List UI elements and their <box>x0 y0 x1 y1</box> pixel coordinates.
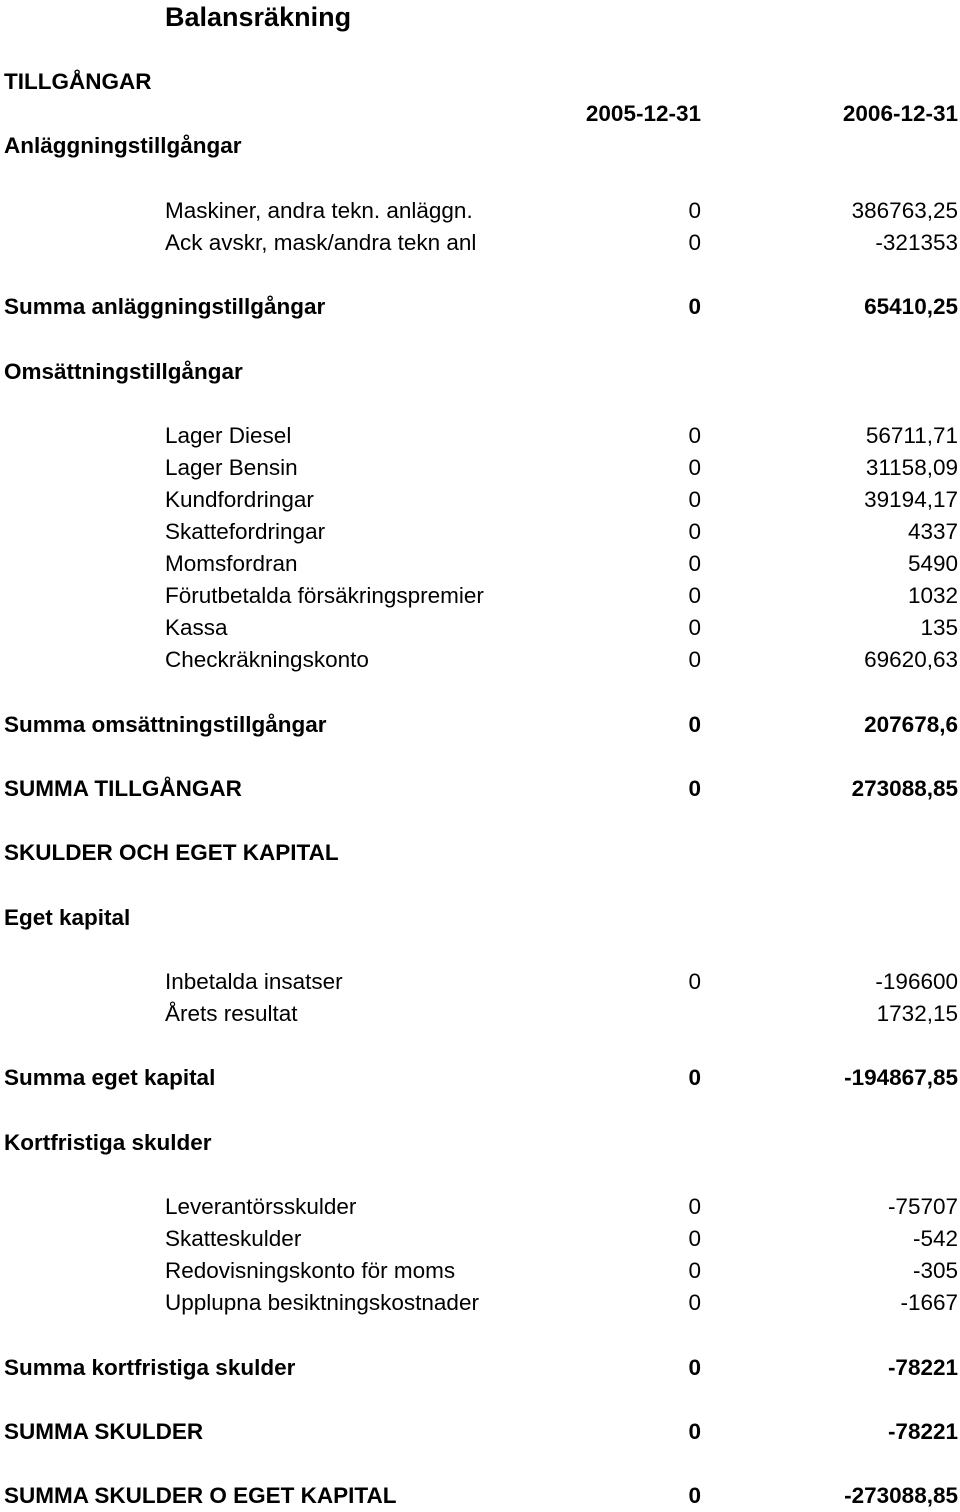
value-2005: 0 <box>688 519 701 544</box>
value-2005: 0 <box>688 198 701 223</box>
value-2005: 0 <box>688 615 701 640</box>
value-2005: 0 <box>688 487 701 512</box>
line-item-row <box>0 420 960 452</box>
section-heading <box>0 1127 960 1159</box>
value-2005: 0 <box>688 1419 701 1444</box>
value-2005: 0 <box>688 969 701 994</box>
value-2006: -273088,85 <box>844 1483 958 1508</box>
row-label: Eget kapital <box>4 905 131 930</box>
row-label: Anläggningstillgångar <box>4 133 242 158</box>
document-title: Balansräkning <box>165 2 352 32</box>
row-label: SKULDER OCH EGET KAPITAL <box>4 840 339 865</box>
total-row <box>0 1416 960 1448</box>
row-label: SUMMA SKULDER O EGET KAPITAL <box>4 1483 397 1508</box>
row-label: Lager Diesel <box>165 423 292 448</box>
total-row <box>0 1352 960 1384</box>
line-item-row <box>0 516 960 548</box>
value-2005: 0 <box>688 1194 701 1219</box>
total-row <box>0 1062 960 1094</box>
value-2006: 56711,71 <box>865 423 958 448</box>
total-row <box>0 291 960 323</box>
value-2005: 0 <box>688 1226 701 1251</box>
value-2006: 69620,63 <box>864 647 958 672</box>
row-label: Skatteskulder <box>165 1226 302 1251</box>
line-item-row <box>0 612 960 644</box>
value-2006: -194867,85 <box>844 1065 958 1090</box>
row-label: Summa omsättningstillgångar <box>4 712 327 737</box>
section-heading <box>0 66 960 98</box>
section-heading <box>0 130 960 162</box>
value-2006: -1667 <box>900 1290 958 1315</box>
section-heading <box>0 837 960 869</box>
value-2006: 39194,17 <box>864 487 958 512</box>
value-2005: 0 <box>688 1483 701 1508</box>
total-row <box>0 773 960 805</box>
line-item-row <box>0 1255 960 1287</box>
section-heading <box>0 356 960 388</box>
value-2006: -78221 <box>887 1419 958 1444</box>
row-label: Upplupna besiktningskostnader <box>165 1290 479 1315</box>
line-item-row <box>0 1191 960 1223</box>
value-2006: 135 <box>920 615 958 640</box>
value-2005: 0 <box>688 294 701 319</box>
value-2006: 207678,6 <box>864 712 958 737</box>
value-2006: 31158,09 <box>865 455 958 480</box>
column-header-row <box>0 98 960 130</box>
value-2006: 65410,25 <box>864 294 958 319</box>
row-label: SUMMA SKULDER <box>4 1419 204 1444</box>
value-2006: 1032 <box>907 583 958 608</box>
column-header-2005: 2005-12-31 <box>585 101 701 126</box>
row-label: Årets resultat <box>165 1001 298 1026</box>
value-2005: 0 <box>688 647 701 672</box>
line-item-row <box>0 966 960 998</box>
line-item-row <box>0 548 960 580</box>
line-item-row <box>0 644 960 676</box>
row-label: Checkräkningskonto <box>165 647 369 672</box>
value-2006: -305 <box>912 1258 958 1283</box>
row-label: Förutbetalda försäkringspremier <box>165 583 484 608</box>
line-item-row <box>0 1223 960 1255</box>
row-label: Momsfordran <box>165 551 298 576</box>
value-2006: -321353 <box>875 230 958 255</box>
line-item-row <box>0 580 960 612</box>
value-2006: 386763,25 <box>851 198 958 223</box>
value-2005: 0 <box>688 1258 701 1283</box>
row-label: Skattefordringar <box>165 519 326 544</box>
value-2005: 0 <box>688 1355 701 1380</box>
value-2005: 0 <box>688 776 701 801</box>
row-label: Ack avskr, mask/andra tekn anl <box>165 230 477 255</box>
value-2005: 0 <box>688 230 701 255</box>
row-label: Lager Bensin <box>165 455 298 480</box>
value-2005: 0 <box>688 455 701 480</box>
line-item-row <box>0 1287 960 1319</box>
value-2005: 0 <box>688 423 701 448</box>
row-label: Summa kortfristiga skulder <box>4 1355 296 1380</box>
row-label: Summa eget kapital <box>4 1065 216 1090</box>
section-heading <box>0 902 960 934</box>
value-2006: 273088,85 <box>851 776 958 801</box>
line-item-row <box>0 484 960 516</box>
row-label: Inbetalda insatser <box>165 969 343 994</box>
line-item-row <box>0 227 960 259</box>
value-2005: 0 <box>688 551 701 576</box>
value-2006: -75707 <box>887 1194 958 1219</box>
row-label: Omsättningstillgångar <box>4 359 243 384</box>
value-2005: 0 <box>688 1065 701 1090</box>
value-2006: -78221 <box>887 1355 958 1380</box>
value-2006: 1732,15 <box>876 1001 958 1026</box>
value-2006: -542 <box>912 1226 958 1251</box>
row-label: Kassa <box>165 615 228 640</box>
row-label: Redovisningskonto för moms <box>165 1258 456 1283</box>
value-2005: 0 <box>688 1290 701 1315</box>
value-2006: -196600 <box>875 969 958 994</box>
row-label: SUMMA TILLGÅNGAR <box>4 776 242 801</box>
value-2005: 0 <box>688 712 701 737</box>
line-item-row <box>0 452 960 484</box>
value-2006: 4337 <box>907 519 958 544</box>
row-label: Kundfordringar <box>165 487 314 512</box>
total-row <box>0 709 960 741</box>
row-label: Leverantörsskulder <box>165 1194 357 1219</box>
total-row <box>0 1480 960 1512</box>
row-label: Maskiner, andra tekn. anläggn. <box>165 198 473 223</box>
row-label: TILLGÅNGAR <box>4 69 152 94</box>
row-label: Summa anläggningstillgångar <box>4 294 326 319</box>
row-label: Kortfristiga skulder <box>4 1130 212 1155</box>
value-2005: 0 <box>688 583 701 608</box>
line-item-row <box>0 998 960 1030</box>
column-header-2006: 2006-12-31 <box>842 101 958 126</box>
value-2006: 5490 <box>907 551 958 576</box>
line-item-row <box>0 195 960 227</box>
